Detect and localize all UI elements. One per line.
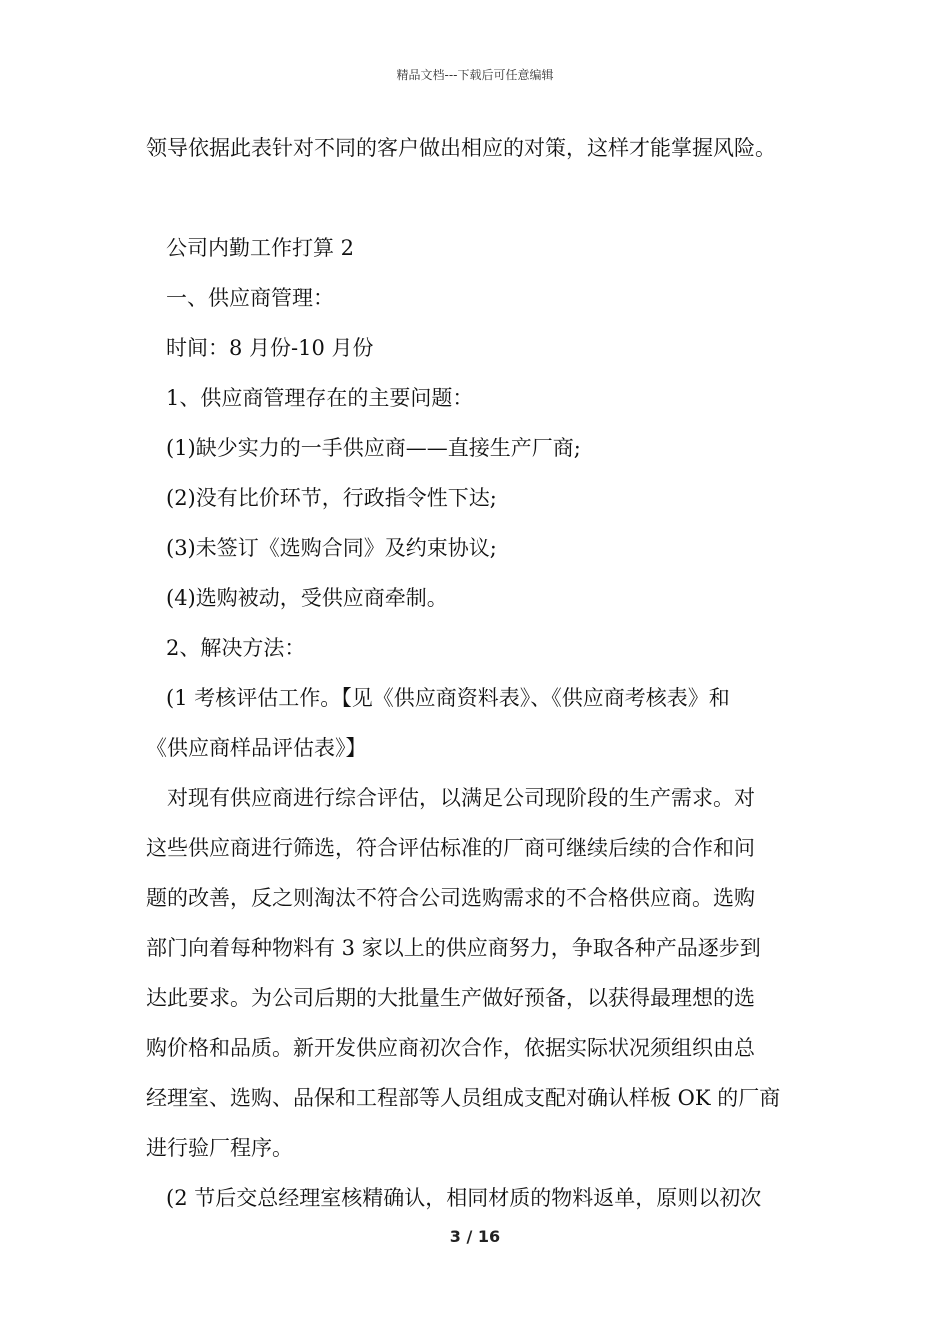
- method-1-line-2: 《供应商样品评估表》】: [146, 736, 367, 760]
- paragraph-line: 购价格和品质。新开发供应商初次合作，依据实际状况须组织由总: [146, 1036, 755, 1060]
- method-1-line-1: (1 考核评估工作。【见《供应商资料表》、《供应商考核表》和: [166, 686, 730, 710]
- page-header: 精品文档---下载后可任意编辑: [396, 68, 554, 82]
- paragraph-line: 题的改善，反之则淘汰不符合公司选购需求的不合格供应商。选购: [146, 886, 755, 910]
- section-title: 公司内勤工作打算 2: [166, 236, 355, 260]
- time-range: 时间：8 月份-10 月份: [166, 336, 374, 360]
- problem-item-2: (2)没有比价环节，行政指令性下达;: [166, 486, 497, 510]
- problem-item-1: (1)缺少实力的一手供应商——直接生产厂商;: [166, 436, 581, 460]
- paragraph-line: 部门向着每种物料有 3 家以上的供应商努力，争取各种产品逐步到: [146, 936, 761, 960]
- method-2-line-1: (2 节后交总经理室核精确认，相同材质的物料返单，原则以初次: [166, 1186, 762, 1210]
- problem-item-4: (4)选购被动，受供应商牵制。: [166, 586, 448, 610]
- paragraph-line: 达此要求。为公司后期的大批量生产做好预备，以获得最理想的选: [146, 986, 755, 1010]
- paragraph-line: 经理室、选购、品保和工程部等人员组成支配对确认样板 OK 的厂商: [146, 1086, 781, 1110]
- paragraph-line: 对现有供应商进行综合评估，以满足公司现阶段的生产需求。对: [146, 786, 755, 810]
- page-indicator: 3 / 16: [449, 1227, 501, 1246]
- paragraph-line: 进行验厂程序。: [146, 1136, 293, 1160]
- subheading-solutions: 2、解决方法：: [166, 636, 306, 660]
- heading-supplier-management: 一、供应商管理：: [166, 286, 334, 310]
- intro-line: 领导依据此表针对不同的客户做出相应的对策，这样才能掌握风险。: [146, 136, 776, 160]
- subheading-problems: 1、供应商管理存在的主要问题：: [166, 386, 474, 410]
- paragraph-line: 这些供应商进行筛选，符合评估标准的厂商可继续后续的合作和问: [146, 836, 755, 860]
- problem-item-3: (3)未签订《选购合同》及约束协议;: [166, 536, 497, 560]
